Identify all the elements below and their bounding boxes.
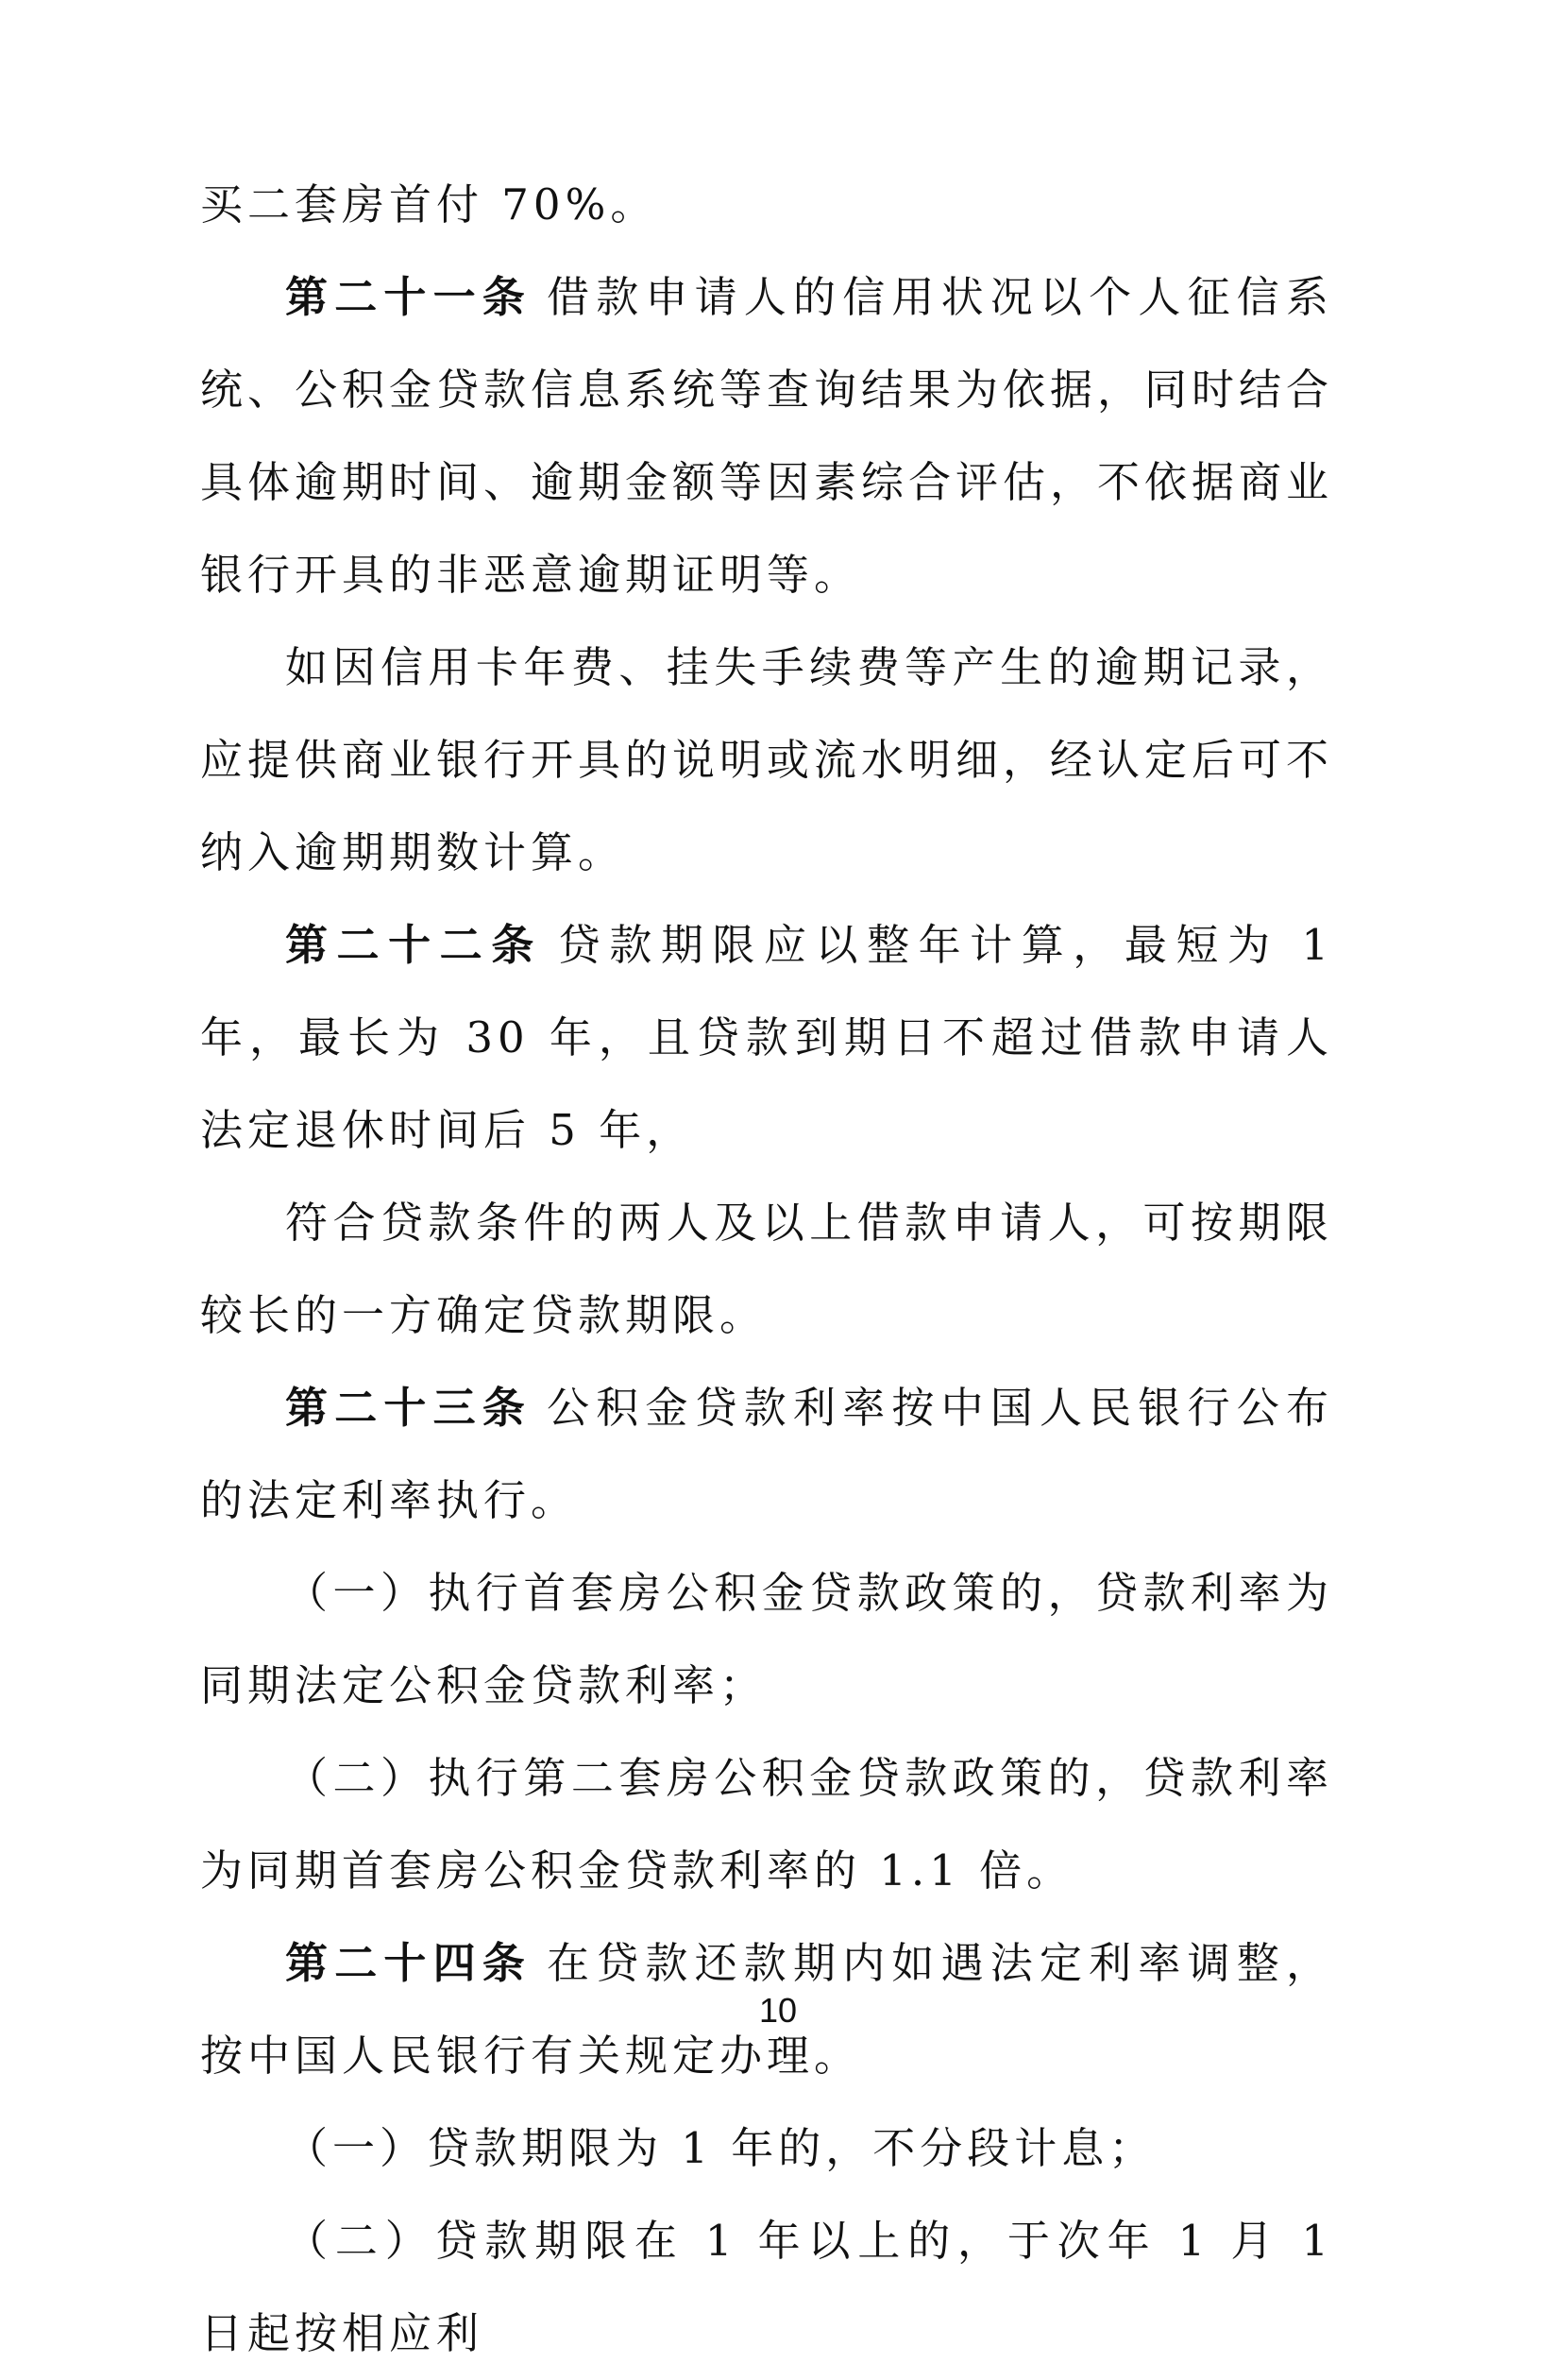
page-number: 10 xyxy=(758,1991,798,2030)
paragraph-text: 买二套房首付 70%。 xyxy=(200,179,658,230)
paragraph-text: （二）贷款期限在 1 年以上的，于次年 1 月 1 日起按相应利 xyxy=(200,2216,1333,2358)
paragraph-text: 如因信用卡年费、挂失手续费等产生的逾期记录，应提供商业银行开具的说明或流水明细，经认定后可不纳入逾期期数计算。 xyxy=(200,642,1334,877)
paragraph-text: （二）执行第二套房公积金贷款政策的，贷款利率为同期首套房公积金贷款利率的 1.1 倍。 xyxy=(200,1753,1333,1896)
paragraph-down-payment-continuation xyxy=(200,159,1333,251)
paragraph-article-23-item-1 xyxy=(200,1547,1333,1732)
paragraph-credit-card-overdue xyxy=(200,621,1333,899)
paragraph-article-24-item-2 xyxy=(200,2195,1333,2380)
paragraph-text: 符合贷款条件的两人及以上借款申请人，可按期限较长的一方确定贷款期限。 xyxy=(200,1198,1333,1340)
document-body xyxy=(200,159,1333,2380)
paragraph-text: 公积金贷款利率按中国人民银行公布的法定利率执行。 xyxy=(200,1383,1333,1525)
paragraph-text: （一）执行首套房公积金贷款政策的，贷款利率为同期法定公积金贷款利率； xyxy=(200,1568,1333,1710)
paragraph-article-22 xyxy=(200,899,1333,1177)
article-heading: 第二十三条 xyxy=(285,1383,532,1433)
paragraph-text: 贷款期限应以整年计算，最短为 1 年，最长为 30 年，且贷款到期日不超过借款申请人法定退休时间后 5 年， xyxy=(200,920,1333,1155)
paragraph-article-23-item-2 xyxy=(200,1732,1333,1917)
paragraph-joint-applicants xyxy=(200,1177,1333,1362)
paragraph-text: （一）贷款期限为 1 年的，不分段计息； xyxy=(285,2123,1157,2173)
paragraph-article-23 xyxy=(200,1362,1333,1547)
paragraph-article-24-item-1 xyxy=(200,2102,1333,2195)
article-heading: 第二十四条 xyxy=(285,1938,532,1988)
paragraph-text: 借款申请人的信用状况以个人征信系统、公积金贷款信息系统等查询结果为依据，同时结合具体逾期时间、逾期金额等因素综合评估，不依据商业银行开具的非恶意逾期证明等。 xyxy=(200,272,1334,600)
paragraph-article-21 xyxy=(200,251,1333,621)
article-heading: 第二十一条 xyxy=(285,272,532,322)
article-heading: 第二十二条 xyxy=(285,920,543,970)
paragraph-text: 在贷款还款期内如遇法定利率调整，按中国人民银行有关规定办理。 xyxy=(200,1938,1333,2081)
